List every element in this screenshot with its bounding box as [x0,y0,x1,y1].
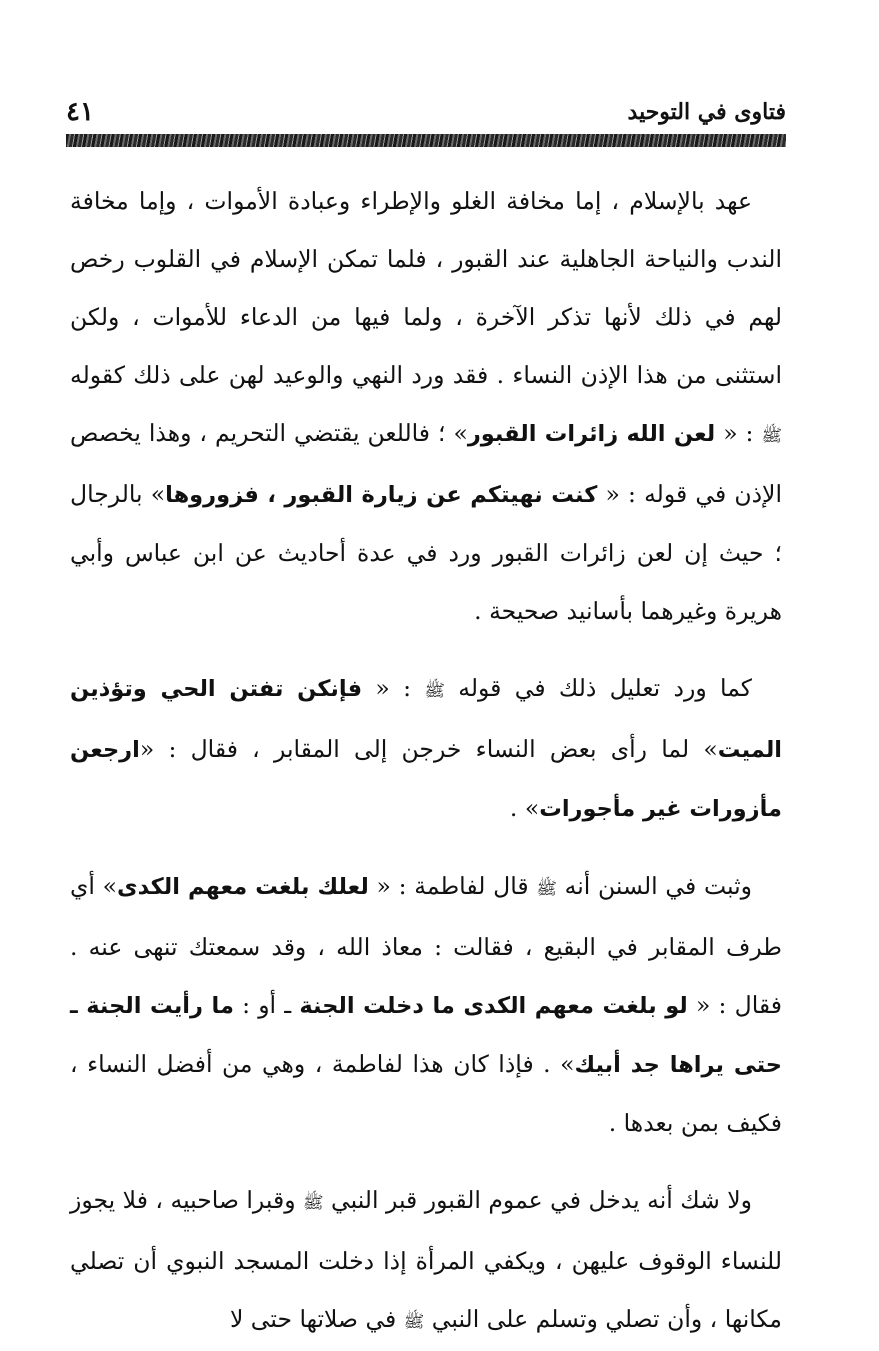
text-run: : « [362,674,425,702]
header-divider [66,134,786,147]
page-header [66,92,786,132]
hadith-quote: ارجعن مأزورات غير مأجورات [70,737,782,822]
text-run: ـ أو : [233,991,300,1019]
paragraph [70,1171,782,1351]
hadith-quote: ما رأيت الجنة ـ حتى يراها جد أبيك [70,993,782,1078]
text-run: عهد بالإسلام ، إما مخافة الغلو والإطراء وعبادة الأموات ، وإما مخافة الندب والنياحة الجاهلية عند القبور ، فلما تمكن الإسلام في القلوب رخص لهم في ذلك لأنها تذكر الآخرة ، ولما فيها من الدعاء للأموات ، ولكن استثنى من هذا الإذن النساء . فقد ورد النهي والوعيد لهن على ذلك كقوله [70,187,782,389]
text-run: : « [715,419,762,447]
text-run: قال لفاطمة : « [368,872,537,900]
paragraph [70,857,782,1152]
paragraph [70,172,782,640]
text-run: » أي طرف المقابر في البقيع ، فقالت : معاذ الله ، وقد سمعتك تنهى عنه . فقال : « [70,872,783,1019]
salawat-glyph: ﷺ [761,426,782,446]
text-run: » لما رأى بعض النساء خرجن إلى المقابر ، فقال : « [139,735,718,763]
hadith-quote: لعن الله زائرات القبور [467,421,716,447]
hadith-quote: فإنكن تفتن الحي وتؤذين الميت [70,676,782,763]
salawat-glyph: ﷺ [403,1312,425,1332]
salawat-glyph: ﷺ [303,1193,324,1213]
body-text [70,172,782,1351]
salawat-glyph: ﷺ [536,879,557,899]
page-number: ٤١ [66,97,94,127]
hadith-quote: لعلك بلغت معهم الكدى [117,874,369,900]
text-run: وثبت في السنن أنه [556,872,752,900]
paragraph [70,659,782,838]
text-run: ولا شك أنه يدخل في عموم القبور قبر النبي [323,1186,752,1214]
text-run: كما ورد تعليل ذلك في قوله [444,674,752,702]
running-title: فتاوى في التوحيد [627,99,786,125]
text-run: » . [509,794,540,822]
text-run: في صلاتها حتى لا [229,1305,404,1333]
hadith-quote: كنت نهيتكم عن زيارة القبور ، فزوروها [165,482,598,508]
text-run: وقبرا صاحبيه ، فلا يجوز للنساء الوقوف عليهن ، ويكفي المرأة إذا دخلت المسجد النبوي أن تصلي مكانها ، وأن تصلي وتسلم على النبي [70,1186,782,1333]
salawat-glyph: ﷺ [424,681,445,701]
hadith-quote: لو بلغت معهم الكدى ما دخلت الجنة [299,993,688,1019]
text-run: » بالرجال ؛ حيث إن لعن زائرات القبور ورد في عدة أحاديث عن ابن عباس وأبي هريرة وغيرهما بأسانيد صحيحة . [70,480,782,625]
text-run: » ؛ فاللعن يقتضي التحريم ، وهذا يخصص الإذن في قوله : « [70,419,782,508]
text-run: » . فإذا كان هذا لفاطمة ، وهي من أفضل النساء ، فكيف بمن بعدها . [70,1050,782,1137]
